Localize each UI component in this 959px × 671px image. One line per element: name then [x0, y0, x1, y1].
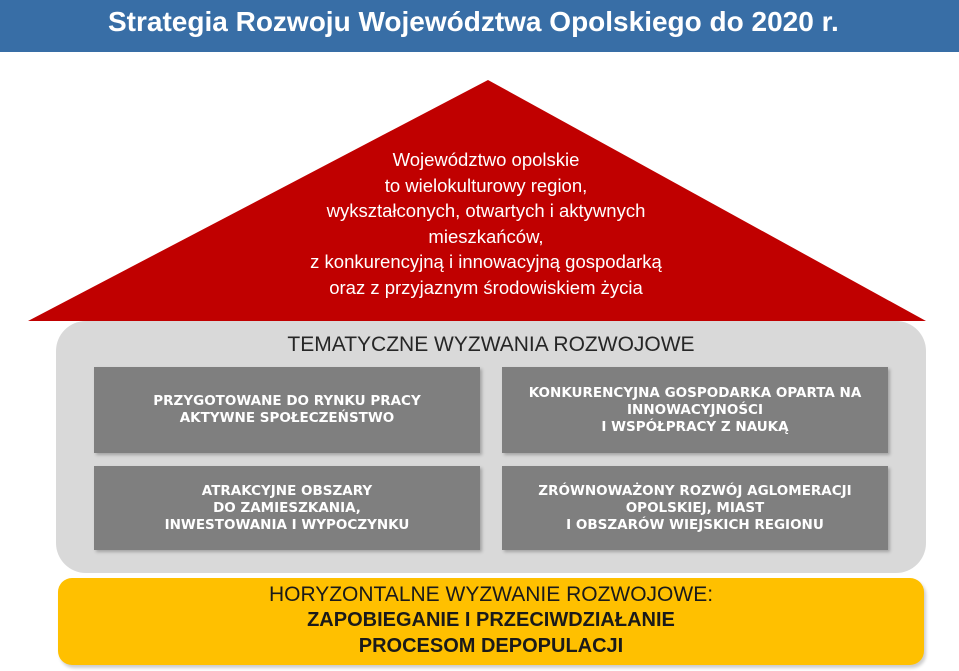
horizontal-challenge-line: PROCESOM DEPOPULACJI — [358, 635, 624, 657]
vision-line: z konkurencyjną i innowacyjną gospodarką — [310, 251, 662, 272]
vision-line: oraz z przyjaznym środowiskiem życia — [329, 276, 643, 298]
horizontal-challenge-line: ZAPOBIEGANIE I PRZECIWDZIAŁANIE — [307, 609, 675, 631]
challenge-box-economy — [502, 367, 888, 453]
page-title: Strategia Rozwoju Województwa Opolskiego do 2020 r. — [108, 6, 839, 37]
vision-line: wykształconych, otwartych i aktywnych — [326, 200, 646, 221]
challenge-line: I OBSZARÓW WIEJSKICH REGIONU — [566, 516, 824, 533]
challenge-line: KONKURENCYJNA GOSPODARKA OPARTA NA — [528, 384, 862, 401]
vision-line: to wielokulturowy region, — [384, 174, 588, 196]
challenge-line: INWESTOWANIA I WYPOCZYNKU — [164, 516, 410, 533]
challenge-line: ZRÓWNOWAŻONY ROZWÓJ AGLOMERACJI — [538, 482, 852, 499]
vision-statement — [230, 147, 742, 300]
horizontal-challenge-heading: HORYZONTALNE WYZWANIE ROZWOJOWE: — [268, 583, 714, 606]
challenge-line: DO ZAMIESZKANIA, — [213, 499, 361, 516]
challenge-line: OPOLSKIEJ, MIAST — [625, 499, 765, 516]
challenge-box-labor-market — [94, 367, 480, 453]
vision-line: Województwo opolskie — [392, 149, 580, 170]
challenge-line: ATRAKCYJNE OBSZARY — [201, 482, 373, 499]
vision-line: mieszkańców, — [428, 225, 544, 247]
challenge-box-sustainable-development — [502, 466, 888, 550]
horizontal-challenge-foundation — [58, 578, 924, 665]
challenge-box-attractive-areas — [94, 466, 480, 550]
challenge-line: AKTYWNE SPOŁECZEŃSTWO — [179, 410, 395, 426]
challenge-line: I WSPÓŁPRACY Z NAUKĄ — [601, 418, 789, 435]
challenges-heading: TEMATYCZNE WYZWANIA ROZWOJOWE — [287, 333, 695, 356]
challenge-line: INNOWACYJNOŚCI — [627, 401, 763, 418]
challenge-line: PRZYGOTOWANE DO RYNKU PRACY — [153, 393, 421, 409]
